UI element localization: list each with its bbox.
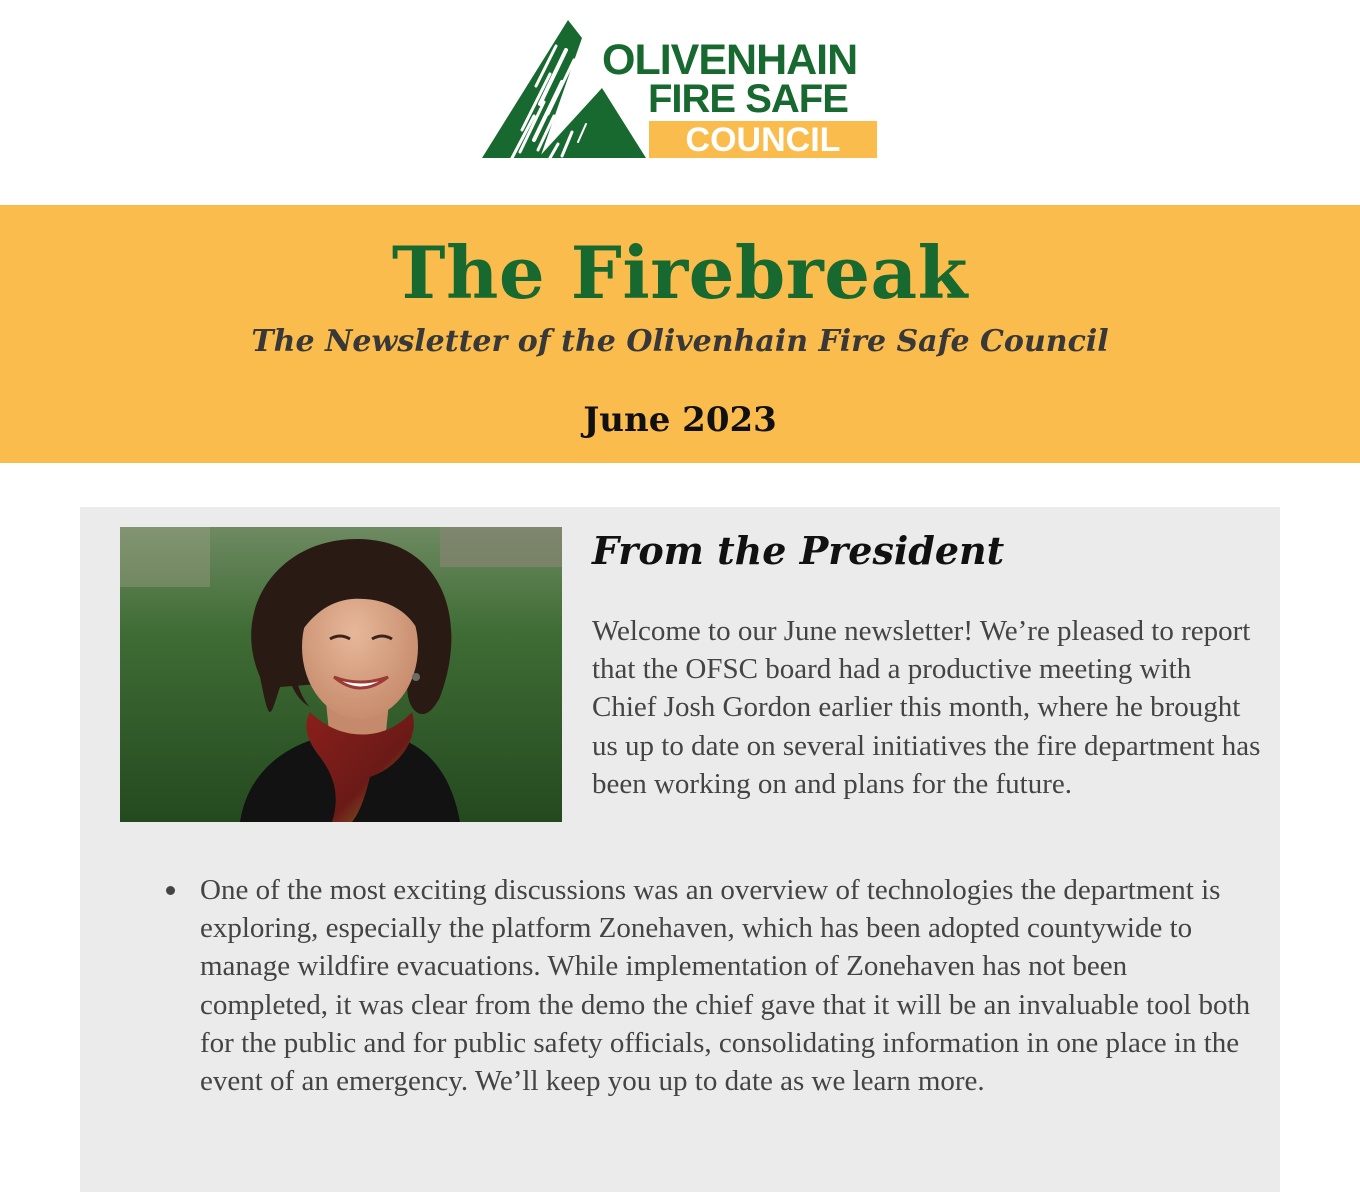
ofsc-logo bbox=[478, 16, 882, 162]
bullet-list bbox=[200, 871, 1260, 1100]
intro-paragraph: Welcome to our June newsletter! We’re pleased to report that the OFSC board had a productive meeting with Chief Josh Gordon earlier this month, where he brought us up to date on several initiatives the fire department has been working on and plans for the future. bbox=[592, 615, 1261, 800]
logo-text-line1: OLIVENHAIN bbox=[602, 36, 858, 84]
portrait-photo bbox=[120, 527, 562, 822]
list-item: One of the most exciting discussions was an overview of technologies the department is exploring, especially the platform Zonehaven, which has been adopted countywide to manage wildfire evacuations. While implementation of Zonehaven has not been completed, it was clear from the demo the chief gave that it will be an invaluable tool both for the public and for public safety officials, consolidating information in one place in the event of an emergency. We’ll keep you up to date as we learn more. bbox=[200, 871, 1260, 1100]
logo-text-line2: FIRE SAFE bbox=[648, 77, 848, 121]
newsletter-title: The Firebreak bbox=[391, 230, 969, 315]
logo-text-line3: COUNCIL bbox=[649, 121, 877, 158]
section-heading: From the President bbox=[592, 528, 1005, 573]
newsletter-date: June 2023 bbox=[583, 400, 777, 440]
newsletter-subtitle: The Newsletter of the Olivenhain Fire Safe Council bbox=[251, 324, 1109, 359]
